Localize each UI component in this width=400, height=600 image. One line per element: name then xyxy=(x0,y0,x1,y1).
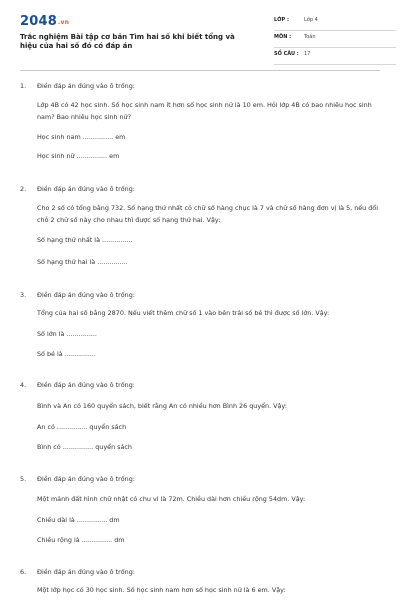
answer-line[interactable]: Chiều dài là ............... dm xyxy=(37,516,120,524)
question-number: 6. xyxy=(20,568,27,576)
question-number: 5. xyxy=(20,475,27,483)
question-text: Bình và An có 160 quyển sách, biết rằng An có nhiều hơn Bình 26 quyển. Vậy: xyxy=(37,402,287,410)
question-number: 4. xyxy=(20,381,27,389)
question-number: 3. xyxy=(20,291,27,299)
answer-line[interactable]: An có ............... quyển sách xyxy=(37,423,127,431)
question-text: Một lớp học có 30 học sinh. Số học sinh nam hơn số học sinh nữ là 6 em. Vậy: xyxy=(37,586,286,594)
meta-info xyxy=(274,14,396,65)
answer-line[interactable]: Số lớn là ............... xyxy=(37,330,97,338)
question-number: 2. xyxy=(20,185,27,193)
logo-domain: .vn xyxy=(57,19,70,26)
meta-row-class xyxy=(274,14,396,31)
page-title: Trắc nghiệm Bài tập cơ bản Tìm hai số khi biết tổng và hiệu của hai số đó có đáp án xyxy=(20,33,235,50)
answer-line[interactable]: Số bé là ............... xyxy=(37,350,96,358)
question-number: 1. xyxy=(20,82,27,90)
question-instruction: Điền đáp án đúng vào ô trống: xyxy=(37,291,135,299)
answer-line[interactable]: Chiều rộng là ............... dm xyxy=(37,536,125,544)
question-text: Cho 2 số có tổng bằng 732. Số hạng thứ nhất có chữ số hàng chục là 7 và chữ số hàng đơn vị là 5, nếu đổi chỗ 2 chữ số này cho nhau thì được số hạng thứ hai. Vậy: xyxy=(37,204,378,224)
meta-row-subject xyxy=(274,31,396,48)
meta-label: LỚP : xyxy=(274,17,289,23)
meta-label: MÔN : xyxy=(274,34,292,40)
question-text: Một mảnh đất hình chữ nhật có chu vi là 72m. Chiều dài hơn chiều rộng 54dm. Vậy: xyxy=(37,495,306,503)
question-instruction: Điền đáp án đúng vào ô trống: xyxy=(37,381,135,389)
question-text: Tổng của hai số bằng 2870. Nếu viết thêm chữ số 1 vào bên trái số bé thì được số lớn. Vậy: xyxy=(37,309,330,317)
site-logo[interactable] xyxy=(20,14,69,29)
question-instruction: Điền đáp án đúng vào ô trống: xyxy=(37,568,135,576)
question-instruction: Điền đáp án đúng vào ô trống: xyxy=(37,185,135,193)
answer-line[interactable]: Bình có ............... quyển sách xyxy=(37,443,132,451)
meta-value: Lớp 4 xyxy=(304,17,318,23)
question-instruction: Điền đáp án đúng vào ô trống: xyxy=(37,82,135,90)
answer-line[interactable]: Học sinh nữ ............... em xyxy=(37,152,120,160)
meta-value: Toán xyxy=(304,34,316,40)
header-divider xyxy=(20,70,380,71)
meta-label: SỐ CÂU : xyxy=(274,51,299,57)
logo-text: 2048 xyxy=(20,14,57,29)
answer-line[interactable]: Số hạng thứ nhất là ............... xyxy=(37,236,133,244)
answer-line[interactable]: Học sinh nam ............... em xyxy=(37,133,126,141)
answer-line[interactable]: Số hạng thứ hai là ............... xyxy=(37,258,128,266)
page-header xyxy=(20,14,390,66)
meta-row-count xyxy=(274,48,396,65)
question-text: Lớp 4B có 42 học sinh. Số học sinh nam ít hơn số học sinh nữ là 10 em. Hỏi lớp 4B có bao nhiêu học sinh nam? Bao nhiêu học sinh nữ? xyxy=(37,101,372,121)
meta-value: 17 xyxy=(304,51,311,57)
question-instruction: Điền đáp án đúng vào ô trống: xyxy=(37,475,135,483)
